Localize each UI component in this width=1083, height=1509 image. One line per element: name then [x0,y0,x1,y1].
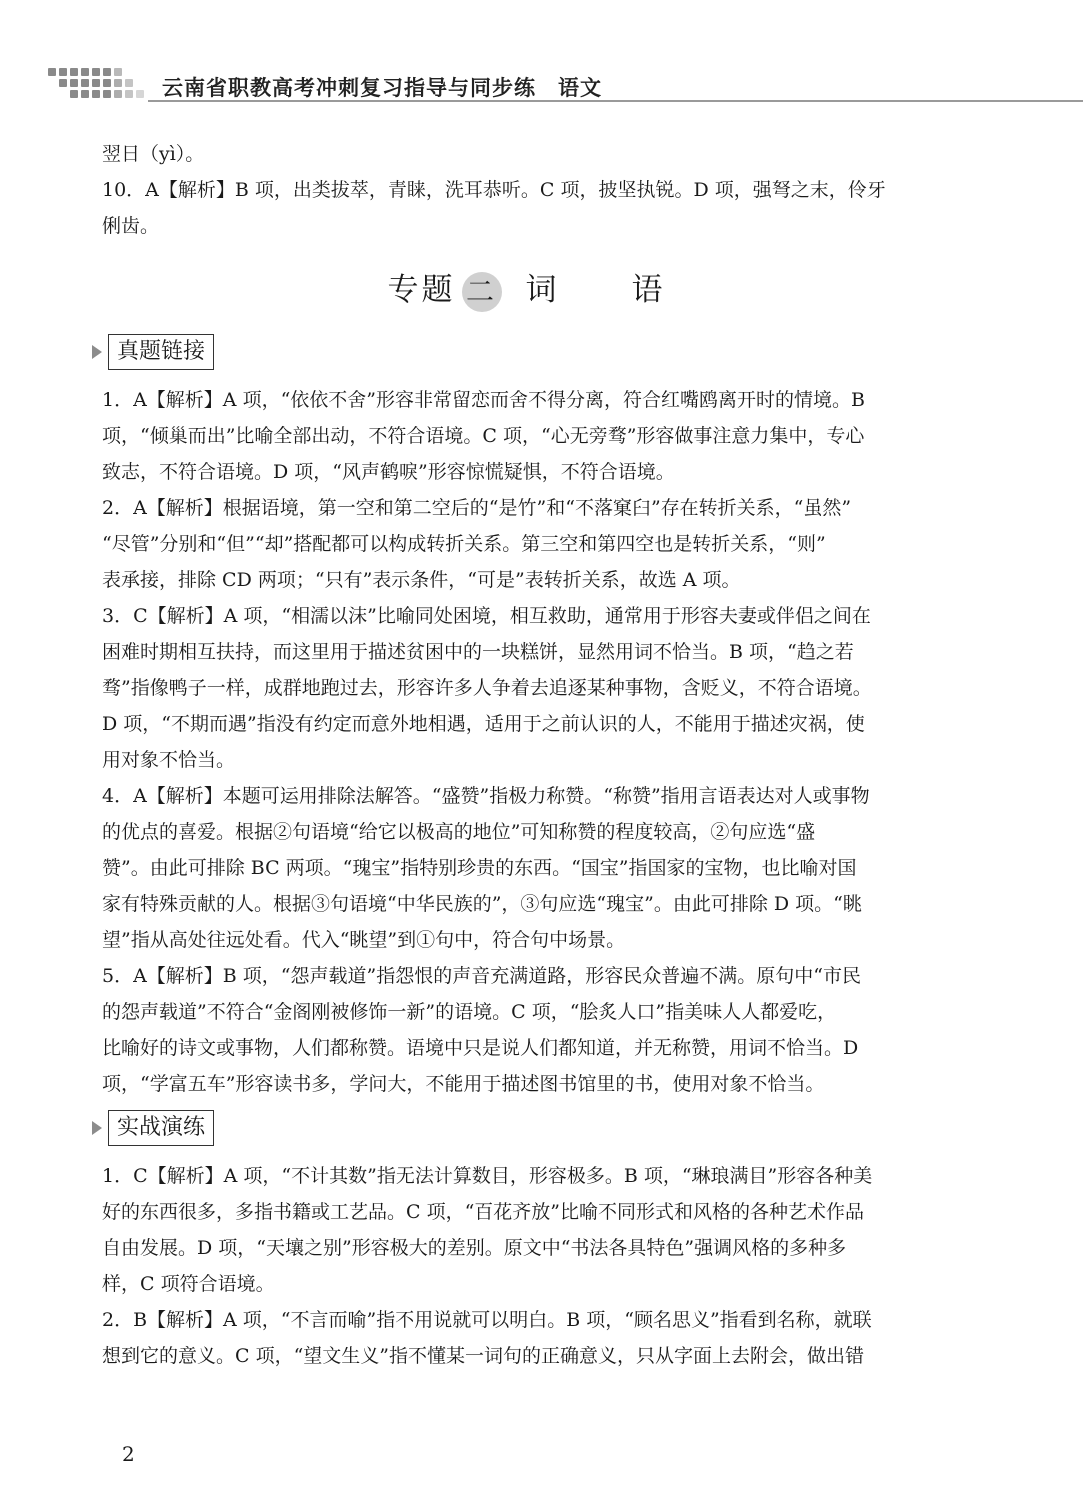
body-line: 好的东西很多，多指书籍或工艺品。C 项，“百花齐放”比喻不同形式和风格的各种艺术作品 [102,1201,865,1223]
body-line: 项，“倾巢而出”比喻全部出动，不符合语境。C 项，“心无旁骛”形容做事注意力集中，专心 [102,425,865,447]
body-line: 用对象不恰当。 [102,749,236,771]
triangle-marker-icon [92,1121,102,1135]
body-line: 项，“学富五车”形容读书多，学问大，不能用于描述图书馆里的书，使用对象不恰当。 [102,1073,825,1095]
body-line: 想到它的意义。C 项，“望文生义”指不懂某一词句的正确意义，只从字面上去附会，做出错 [102,1345,865,1367]
body-line: 的优点的喜爱。根据②句语境“给它以极高的地位”可知称赞的程度较高，②句应选“盛 [102,821,816,843]
body-line: 骛”指像鸭子一样，成群地跑过去，形容许多人争着去追逐某种事物，含贬义，不符合语境。 [102,677,872,699]
body-line: 自由发展。D 项，“天壤之别”形容极大的差别。原文中“书法各具特色”强调风格的多种多 [102,1237,847,1259]
body-line: 2．B【解析】A 项，“不言而喻”指不用说就可以明白。B 项，“顾名思义”指看到名称，就联 [102,1309,872,1331]
header-title: 云南省职教高考冲刺复习指导与同步练 语文 [162,75,602,100]
body-line: 困难时期相互扶持，而这里用于描述贫困中的一块糕饼，显然用词不恰当。B 项，“趋之若 [102,641,854,663]
body-line: 1．A【解析】A 项，“依依不舍”形容非常留恋而舍不得分离，符合红嘴鸥离开时的情境。B [102,389,865,411]
section-body-zhenti [102,382,970,1102]
body-line: 表承接，排除 CD 两项；“只有”表示条件，“可是”表转折关系，故选 A 项。 [102,569,741,591]
body-line: 1．C【解析】A 项，“不计其数”指无法计算数目，形容极多。B 项，“琳琅满目”形容各种美 [102,1165,873,1187]
body-line: 家有特殊贡献的人。根据③句语境“中华民族的”，③句应选“瑰宝”。由此可排除 D 项。“眺 [102,893,862,915]
intro-line: 俐齿。 [102,215,160,237]
body-line: 4．A【解析】本题可运用排除法解答。“盛赞”指极力称赞。“称赞”指用言语表达对人或事物 [102,785,870,807]
topic-number-badge: 二 [462,272,502,312]
section-title: 真题链接 [108,334,214,370]
intro-line: 翌日（yì）。 [102,143,205,165]
page-content [102,136,970,1374]
intro-line: 10．A【解析】B 项，出类拔萃，青睐，洗耳恭听。C 项，披坚执锐。D 项，强弩之末，伶牙 [102,179,886,201]
body-line: 3．C【解析】A 项，“相濡以沫”比喻同处困境，相互救助，通常用于形容夫妻或伴侣之间在 [102,605,871,627]
body-line: D 项，“不期而遇”指没有约定而意外地相遇，适用于之前认识的人，不能用于描述灾祸，使 [102,713,865,735]
header-rule [148,100,1083,102]
body-line: 致志，不符合语境。D 项，“风声鹤唳”形容惊慌疑惧，不符合语境。 [102,461,675,483]
body-line: 比喻好的诗文或事物，人们都称赞。语境中只是说人们都知道，并无称赞，用词不恰当。D [102,1037,859,1059]
body-line: 赞”。由此可排除 BC 两项。“瑰宝”指特别珍贵的东西。“国宝”指国家的宝物，也比喻对国 [102,857,857,879]
body-line: 5．A【解析】B 项，“怨声载道”指怨恨的声音充满道路，形容民众普遍不满。原句中“市民 [102,965,861,987]
triangle-marker-icon [92,345,102,359]
section-body-shizhan [102,1158,970,1374]
body-line: 的怨声载道”不符合“金阁刚被修饰一新”的语境。C 项，“脍炙人口”指美味人人都爱吃， [102,1001,837,1023]
body-line: 2．A【解析】根据语境，第一空和第二空后的“是竹”和“不落窠臼”存在转折关系，“虽然” [102,497,852,519]
body-line: 样，C 项符合语境。 [102,1273,275,1295]
section-title: 实战演练 [108,1110,214,1146]
body-line: “尽管”分别和“但”“却”搭配都可以构成转折关系。第三空和第四空也是转折关系，“则” [102,533,826,555]
page-number: 2 [122,1442,135,1466]
topic-name: 词 语 [525,272,685,308]
topic-prefix: 专题 [387,272,456,308]
section-heading-shizhan [92,1108,970,1148]
topic-heading [102,264,970,316]
running-header [0,62,1083,110]
body-line: 望”指从高处往远处看。代入“眺望”到①句中，符合句中场景。 [102,929,626,951]
section-heading-zhenti [92,332,970,372]
